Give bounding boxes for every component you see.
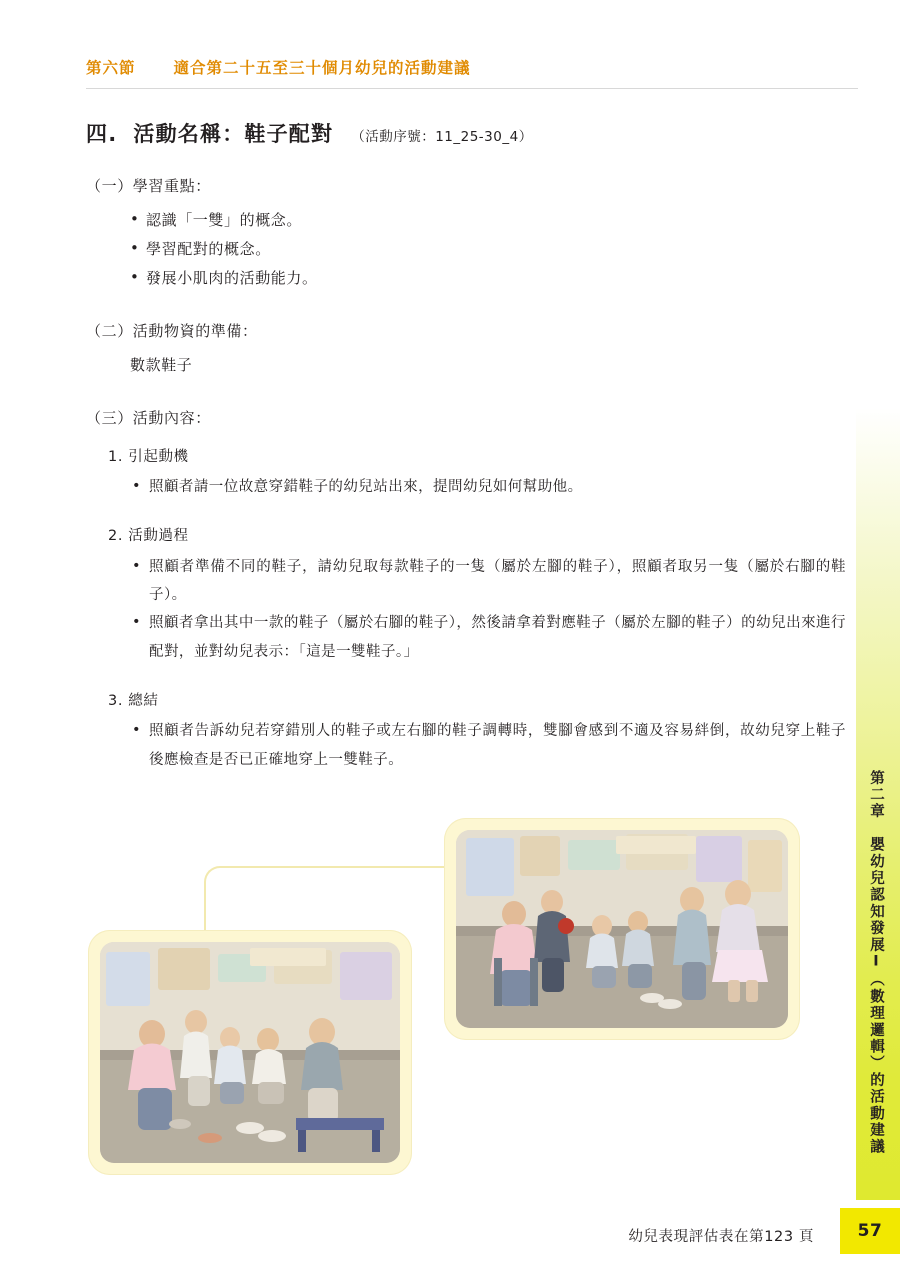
- procedure-step-3: [86, 688, 846, 774]
- photo-image-top: [456, 830, 788, 1028]
- photo-image-bottom: [100, 942, 400, 1163]
- procedure-step-2: [86, 523, 846, 666]
- list-item: • 學習配對的概念。: [130, 235, 846, 264]
- header-divider: [86, 88, 858, 89]
- step-title: 2. 活動過程: [108, 528, 189, 545]
- list-item: • 照顧者請一位故意穿錯鞋子的幼兒站出來，提問幼兒如何幫助他。: [132, 473, 846, 501]
- activity-title: [86, 118, 846, 148]
- activity-code: （活動序號：11_25-30_4）: [351, 129, 533, 145]
- step-title: 3. 總結: [108, 692, 159, 709]
- classroom-photo-top: [444, 818, 800, 1040]
- list-item: • 照顧者告訴幼兒若穿錯別人的鞋子或左右腳的鞋子調轉時，雙腳會感到不適及容易絆倒，故幼兒穿上鞋子後應檢查是否已正確地穿上一雙鞋子。: [132, 717, 846, 774]
- classroom-photo-bottom: [88, 930, 412, 1175]
- learning-focus-list: [86, 206, 846, 294]
- section-header: [86, 56, 471, 78]
- step-bullet-list: [108, 717, 846, 774]
- section-title: 適合第二十五至三十個月幼兒的活動建議: [173, 59, 471, 77]
- step-bullet-list: [108, 553, 846, 666]
- step-title: 1. 引起動機: [108, 448, 189, 465]
- classroom-scene-top-illustration: [456, 830, 788, 1028]
- activity-name: 活動名稱：鞋子配對: [133, 122, 334, 146]
- procedure-step-1: [86, 444, 846, 502]
- section-label-procedure: （三）活動內容：: [86, 409, 211, 427]
- section-materials: [86, 319, 846, 380]
- page-number: 57: [857, 1221, 883, 1241]
- activity-number: 四.: [86, 122, 118, 146]
- chapter-side-tab: 第二章 嬰幼兒認知發展Ⅰ（數理邏輯）的活動建議: [868, 770, 884, 1156]
- section-label-learning-focus: （一）學習重點：: [86, 177, 211, 195]
- section-learning-focus: [86, 174, 846, 293]
- page-number-badge: [840, 1208, 900, 1254]
- list-item: • 發展小肌肉的活動能力。: [130, 264, 846, 293]
- section-label-materials: （二）活動物資的準備：: [86, 322, 258, 341]
- list-item: • 認識「一雙」的概念。: [130, 206, 846, 235]
- classroom-scene-bottom-illustration: [100, 942, 400, 1163]
- step-bullet-list: [108, 473, 846, 501]
- list-item: • 照顧者拿出其中一款的鞋子（屬於右腳的鞋子），然後請拿着對應鞋子（屬於左腳的鞋子）的幼兒出來進行配對，並對幼兒表示：「這是一雙鞋子。」: [132, 609, 846, 666]
- materials-text: 數款鞋子: [130, 355, 193, 374]
- section-number: 第六節: [86, 59, 136, 77]
- document-body: [86, 118, 846, 774]
- section-procedure: [86, 406, 846, 774]
- list-item: • 照顧者準備不同的鞋子，請幼兒取每款鞋子的一隻（屬於左腳的鞋子），照顧者取另一隻（屬於右腳的鞋子）。: [132, 553, 846, 610]
- footer-note: 幼兒表現評估表在第123 頁: [628, 1229, 814, 1245]
